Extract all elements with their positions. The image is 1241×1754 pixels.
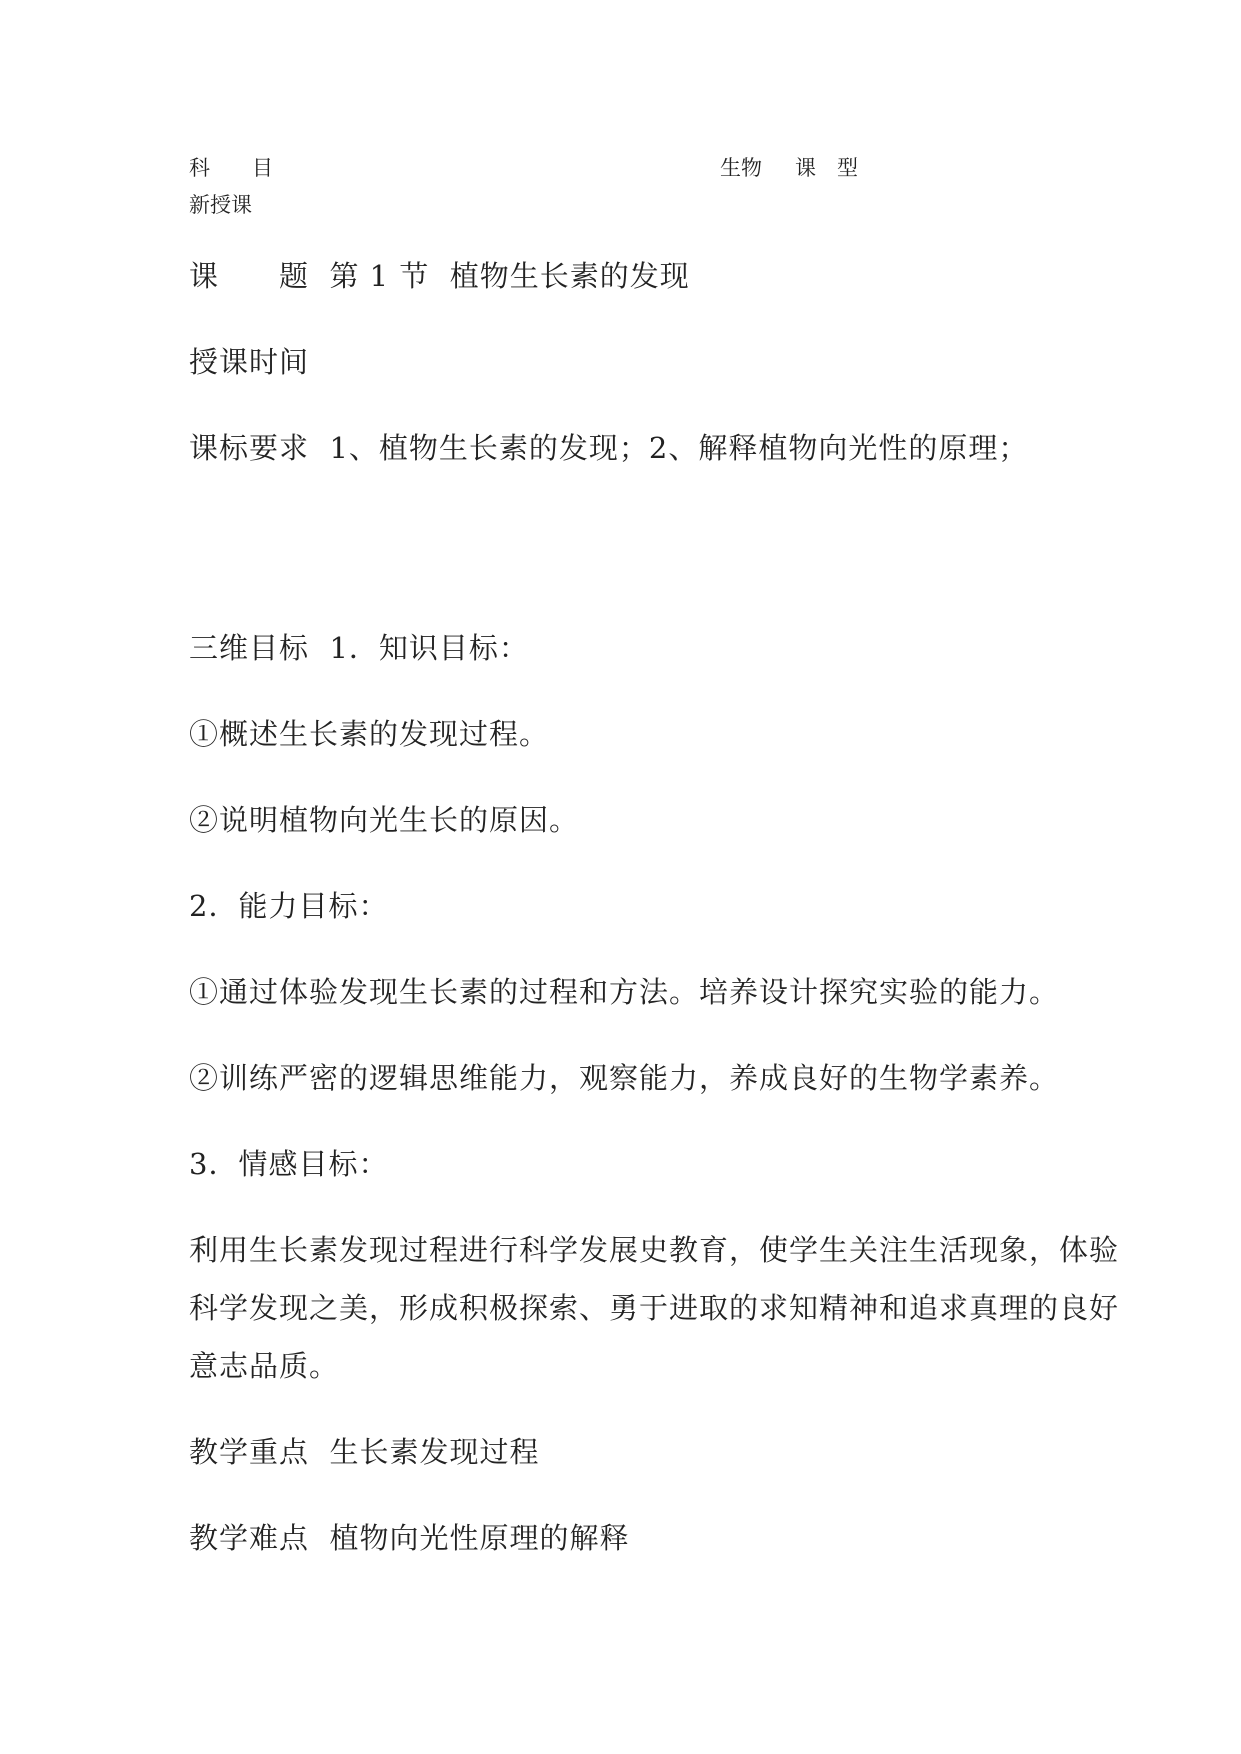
standard-label: 课标要求 bbox=[189, 431, 310, 465]
topic-value: 第 1 节 植物生长素的发现 bbox=[329, 259, 690, 293]
key-point-row bbox=[189, 1435, 540, 1469]
difficult-point-label: 教学难点 bbox=[189, 1521, 310, 1555]
type-value: 新授课 bbox=[189, 193, 252, 217]
key-point-value: 生长素发现过程 bbox=[329, 1435, 540, 1469]
topic-label: 课 题 bbox=[189, 259, 310, 293]
difficult-point-value: 植物向光性原理的解释 bbox=[329, 1521, 630, 1555]
knowledge-title: 1．知识目标： bbox=[329, 631, 529, 665]
topic-row bbox=[189, 259, 690, 293]
emotion-title: 3．情感目标： bbox=[189, 1147, 389, 1181]
emotion-line: 科学发现之美，形成积极探索、勇于进取的求知精神和追求真理的良好 bbox=[189, 1291, 1120, 1325]
ability-item: ①通过体验发现生长素的过程和方法。培养设计探究实验的能力。 bbox=[189, 975, 1060, 1009]
knowledge-item: ②说明植物向光生长的原因。 bbox=[189, 803, 580, 837]
subject-value: 生物 bbox=[720, 156, 762, 180]
objectives-row bbox=[189, 631, 529, 665]
emotion-line: 意志品质。 bbox=[189, 1349, 340, 1383]
time-label: 授课时间 bbox=[189, 345, 310, 379]
ability-title: 2．能力目标： bbox=[189, 889, 389, 923]
subject-label: 科 目 bbox=[189, 156, 273, 180]
difficult-point-row bbox=[189, 1521, 630, 1555]
standard-row bbox=[189, 431, 1029, 465]
objectives-label: 三维目标 bbox=[189, 631, 310, 665]
ability-item: ②训练严密的逻辑思维能力，观察能力，养成良好的生物学素养。 bbox=[189, 1061, 1060, 1095]
standard-value: 1、植物生长素的发现；2、解释植物向光性的原理； bbox=[329, 431, 1029, 465]
knowledge-item: ①概述生长素的发现过程。 bbox=[189, 717, 550, 751]
emotion-line: 利用生长素发现过程进行科学发展史教育，使学生关注生活现象，体验 bbox=[189, 1233, 1120, 1267]
key-point-label: 教学重点 bbox=[189, 1435, 310, 1469]
type-label: 课 型 bbox=[795, 156, 858, 180]
